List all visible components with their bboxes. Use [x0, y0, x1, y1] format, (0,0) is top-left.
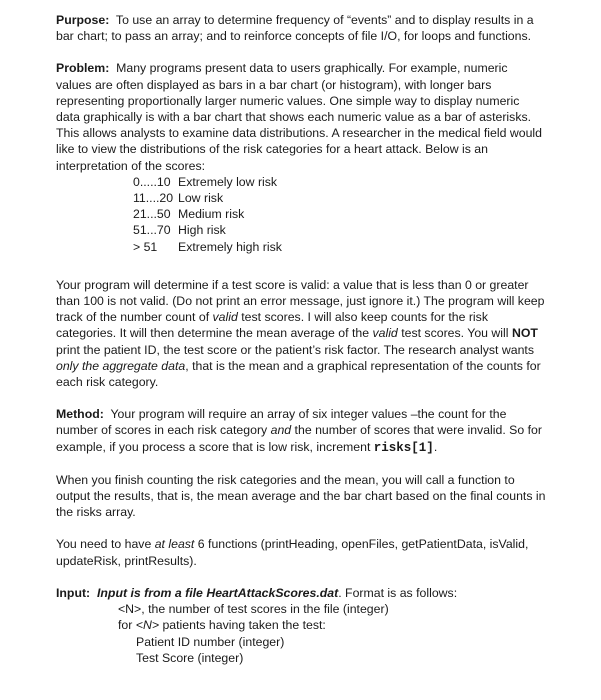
risk-label: Extremely high risk [178, 239, 282, 254]
input-section [56, 585, 546, 666]
input-text: . Format is as follows: [338, 585, 458, 600]
input-label: Input: [56, 585, 91, 600]
risk-label: Low risk [178, 191, 224, 206]
input-format-line: <N>, the number of test scores in the file (integer) [118, 602, 389, 617]
aggregate-emphasis: only the aggregate data [56, 358, 186, 373]
purpose-label: Purpose: [56, 13, 110, 27]
input-file-emphasis: Input is from a file HeartAttackScores.dat [97, 585, 339, 600]
finish-paragraph: When you finish counting the risk categories and the mean, you will call a function to output the results, that is, the mean average and the bar chart based on the final counts in the risks array. [56, 472, 546, 520]
spacer [56, 255, 546, 277]
validity-text: test scores. I will also keep counts for the risk categories. It will then determine the mean average of the [56, 310, 488, 341]
validity-text: , that is the mean and a graphical representation of the counts for each risk category. [56, 358, 541, 390]
input-format-line: Patient ID number (integer) [136, 634, 285, 649]
risk-range: > 51 [133, 239, 158, 254]
risk-table [133, 174, 546, 255]
risk-label: High risk [178, 223, 226, 238]
input-format-line: Test Score (integer) [136, 650, 244, 665]
method-text: . [433, 439, 438, 454]
not-emphasis: NOT [511, 326, 538, 341]
risk-label: Extremely low risk [178, 174, 278, 189]
functions-paragraph [56, 536, 546, 568]
problem-text: Many programs present data to users graphically. For example, numeric values are often displayed as bars in a bar chart (or histogram), with longer bars representing proportionally larger numeric values. One simple way to display numeric data graphically is with a bar chart that shows each numeric value as a bar of asterisks. This allows analysts to examine data distributions. A researcher in the medical field would like to view the distributions of the risk categories for a heart attack. Below is an interpretation of the scores: [56, 61, 542, 173]
risks-code: risks[1] [373, 440, 434, 455]
risk-row [133, 174, 546, 190]
method-paragraph [56, 406, 546, 456]
problem-section [56, 60, 546, 276]
n-emphasis: <N> [135, 618, 160, 633]
method-label: Method: [56, 407, 104, 422]
validity-text: print the patient ID, the test score or the patient’s risk factor. The research analyst wants [56, 342, 534, 357]
and-emphasis: and [270, 423, 292, 438]
risk-row [133, 190, 546, 206]
at-least-emphasis: at least [154, 537, 195, 552]
validity-text: Your program will determine if a test score is valid: a value that is less than 0 or greater than 100 is not valid. (Do not print an error message, just ignore it.) The program will keep track of the number count of [56, 277, 545, 325]
problem-paragraph [56, 60, 546, 173]
risk-range: 21...50 [133, 207, 171, 222]
functions-text: You need to have [56, 537, 155, 552]
purpose-text: To use an array to determine frequency of “events” and to display results in a bar chart; to pass an array; and to reinforce concepts of file I/O, for loops and functions. [56, 13, 534, 44]
validity-text: test scores. You will [397, 326, 512, 341]
risk-range: 0.....10 [133, 174, 171, 189]
input-format-line [118, 617, 546, 633]
validity-paragraph [56, 277, 546, 390]
method-text: Your program will require an array of six integer values –the count for the number of scores in each risk category [56, 407, 507, 438]
problem-label: Problem: [56, 61, 110, 76]
risk-label: Medium risk [178, 207, 245, 222]
risk-row [133, 206, 546, 222]
input-paragraph [56, 585, 546, 601]
risk-row [133, 239, 546, 255]
input-text: patients having taken the test: [159, 618, 326, 633]
valid-emphasis: valid [212, 310, 238, 325]
purpose-paragraph [56, 12, 546, 44]
functions-text: 6 functions (printHeading, openFiles, getPatientData, isValid, updateRisk, printResults). [56, 537, 529, 568]
valid-emphasis: valid [372, 326, 398, 341]
risk-range: 51...70 [133, 223, 171, 238]
input-text: for [118, 618, 136, 633]
risk-range: 11....20 [133, 191, 174, 206]
risk-row [133, 222, 546, 238]
method-text: the number of scores that were invalid. So for example, if you process a score that is low risk, increment [56, 423, 542, 454]
